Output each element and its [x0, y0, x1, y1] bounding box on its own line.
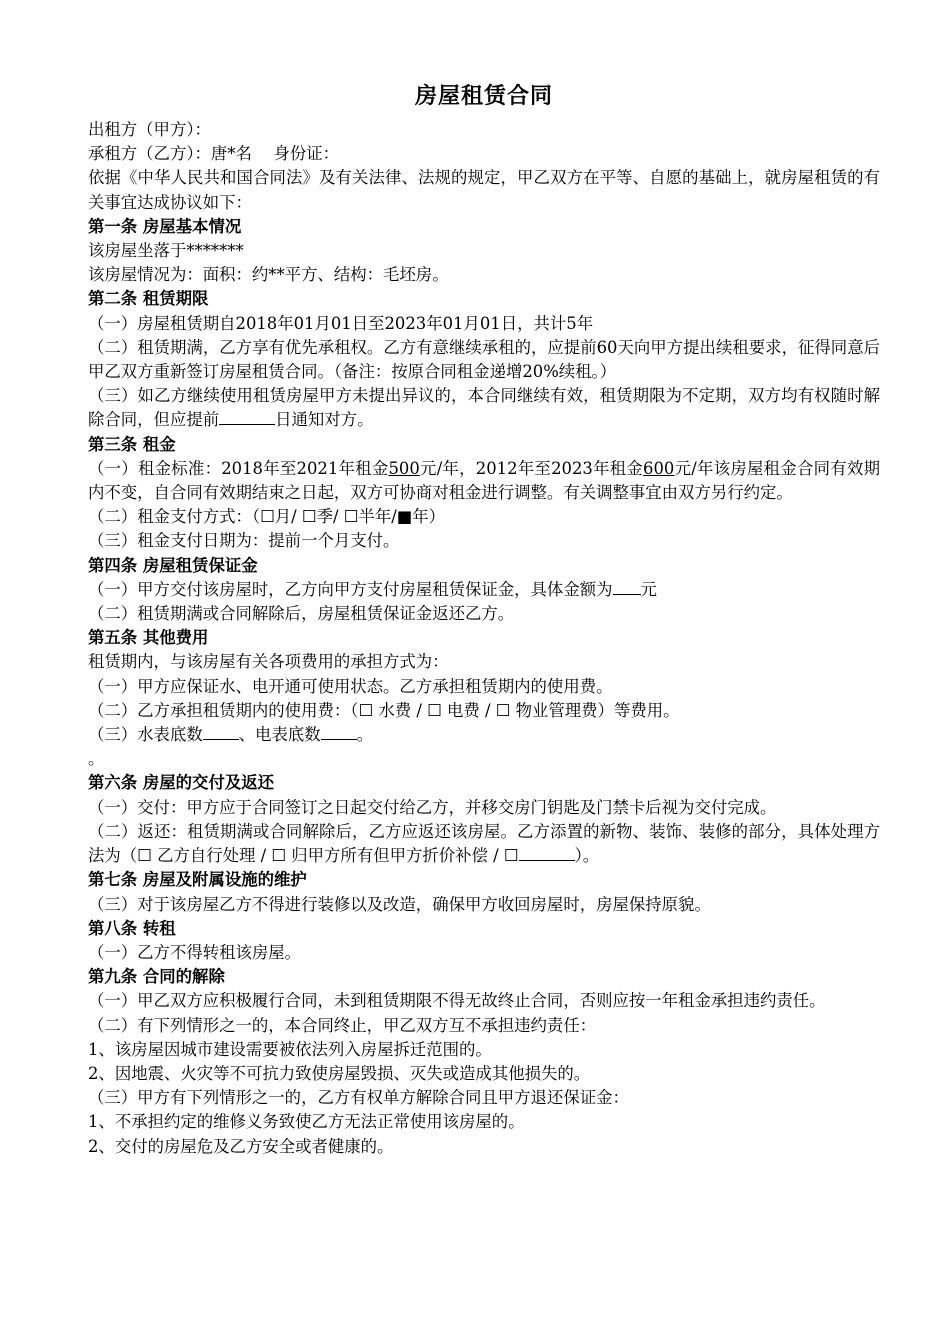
rent-amount-1: 500 [388, 458, 420, 478]
article-8-sublease: （一）乙方不得转租该房屋。 [88, 942, 302, 962]
article-5-item-1: （一）甲方应保证水、电开通可使用状态。乙方承担租赁期内的使用费。 [88, 676, 613, 696]
article-5-heading: 第五条 其他费用 [88, 628, 209, 648]
article-9-item-2-case-2: 2、因地震、火灾等不可抗力致使房屋毁损、灭失或造成其他损失的。 [88, 1063, 591, 1083]
article-2-heading: 第二条 租赁期限 [88, 289, 209, 309]
article-5-item-2: （二）乙方承担租赁期内的使用费：（☐ 水费 / ☐ 电费 / ☐ 物业管理费）等费用。 [88, 700, 680, 720]
article-9-item-1: （一）甲乙双方应积极履行合同，未到租赁期限不得无故终止合同，否则应按一年租金承担违约责任。 [88, 991, 826, 1011]
lessee-line: 承租方（乙方）：唐*名 身份证： [88, 144, 340, 164]
article-5-intro: 租赁期内，与该房屋有关各项费用的承担方式为： [88, 652, 449, 672]
article-4-refund: （二）租赁期满或合同解除后，房屋租赁保证金返还乙方。 [88, 604, 515, 624]
article-9-item-3-case-2: 2、交付的房屋危及乙方安全或者健康的。 [88, 1136, 394, 1156]
article-6-delivery: （一）交付：甲方应于合同签订之日起交付给乙方，并移交房门钥匙及门禁卡后视为交付完成。 [88, 797, 777, 817]
article-8-heading: 第八条 转租 [88, 918, 176, 938]
lessor-line: 出租方（甲方）： [88, 120, 211, 139]
article-3-heading: 第三条 租金 [88, 434, 176, 454]
article-9-item-3: （三）甲方有下列情形之一的，乙方有权单方解除合同且甲方退还保证金： [88, 1088, 629, 1108]
rent-amount-2: 600 [643, 458, 675, 478]
article-5-item-3: （三）水表底数 、电表底数 。 [88, 725, 374, 745]
article-4-heading: 第四条 房屋租赁保证金 [88, 555, 258, 575]
article-4-deposit: （一）甲方交付该房屋时，乙方向甲方支付房屋租赁保证金，具体金额为 元 [88, 579, 657, 599]
article-1-location: 该房屋坐落于******* [88, 241, 244, 261]
article-9-item-2-case-1: 1、该房屋因城市建设需要被依法列入房屋拆迁范围的。 [88, 1039, 492, 1059]
article-3-rent-standard: （一）租金标准：2018年至2021年租金500元/年，2012年至2023年租金600元/年该房屋租金合同有效期内不变，自合同有效期结束之日起，双方可协商对租金进行调整。有关调整事宜由双方另行约定。 [88, 458, 880, 503]
article-9-heading: 第九条 合同的解除 [88, 967, 225, 987]
article-1-heading: 第一条 房屋基本情况 [88, 216, 242, 236]
preamble: 依据《中华人民共和国合同法》及有关法律、法规的规定，甲乙双方在平等、自愿的基础上，就房屋租赁的有关事宜达成协议如下： [88, 168, 880, 212]
article-9-item-2: （二）有下列情形之一的，本合同终止，甲乙双方互不承担违约责任： [88, 1015, 597, 1035]
water-meter-blank [203, 723, 239, 740]
article-3-payment-method: （二）租金支付方式：（☐月/ ☐季/ ☐半年/■年） [88, 507, 445, 527]
electric-meter-blank [321, 723, 357, 740]
deposit-amount-blank [613, 578, 641, 595]
notice-days-blank [219, 408, 275, 425]
article-2-term: （一）房屋租赁期自2018年01月01日至2023年01月01日，共计5年 [88, 313, 594, 333]
article-5-stray-mark: 。 [88, 749, 105, 769]
contract-page [88, 82, 880, 1159]
page-title: 房屋租赁合同 [414, 84, 553, 109]
article-3-payment-date: （三）租金支付日期为：提前一个月支付。 [88, 531, 400, 551]
article-6-heading: 第六条 房屋的交付及返还 [88, 773, 275, 793]
article-1-condition: 该房屋情况为：面积：约**平方、结构：毛坯房。 [88, 265, 449, 285]
article-2-renewal: （二）租赁期满，乙方享有优先承租权。乙方有意继续承租的，应提前60天向甲方提出续租要求，征得同意后甲乙双方重新签订房屋租赁合同。（备注：按原合同租金递增20%续租。） [88, 337, 880, 382]
article-7-maintenance: （三）对于该房屋乙方不得进行装修以及改造，确保甲方收回房屋时，房屋保持原貌。 [88, 894, 711, 914]
article-6-return: （二）返还：租赁期满或合同解除后，乙方应返还该房屋。乙方添置的新物、装饰、装修的部分，具体处理方法为（☐ 乙方自行处理 / ☐ 归甲方所有但甲方折价补偿 / ☐ ）。 [88, 821, 880, 866]
other-handling-blank [519, 844, 575, 861]
article-2-indefinite: （三）如乙方继续使用租赁房屋甲方未提出异议的，本合同继续有效，租赁期限为不定期，双方均有权随时解除合同，但应提前 日通知对方。 [88, 386, 880, 430]
article-9-item-3-case-1: 1、不承担约定的维修义务致使乙方无法正常使用该房屋的。 [88, 1112, 525, 1132]
article-7-heading: 第七条 房屋及附属设施的维护 [88, 870, 307, 890]
